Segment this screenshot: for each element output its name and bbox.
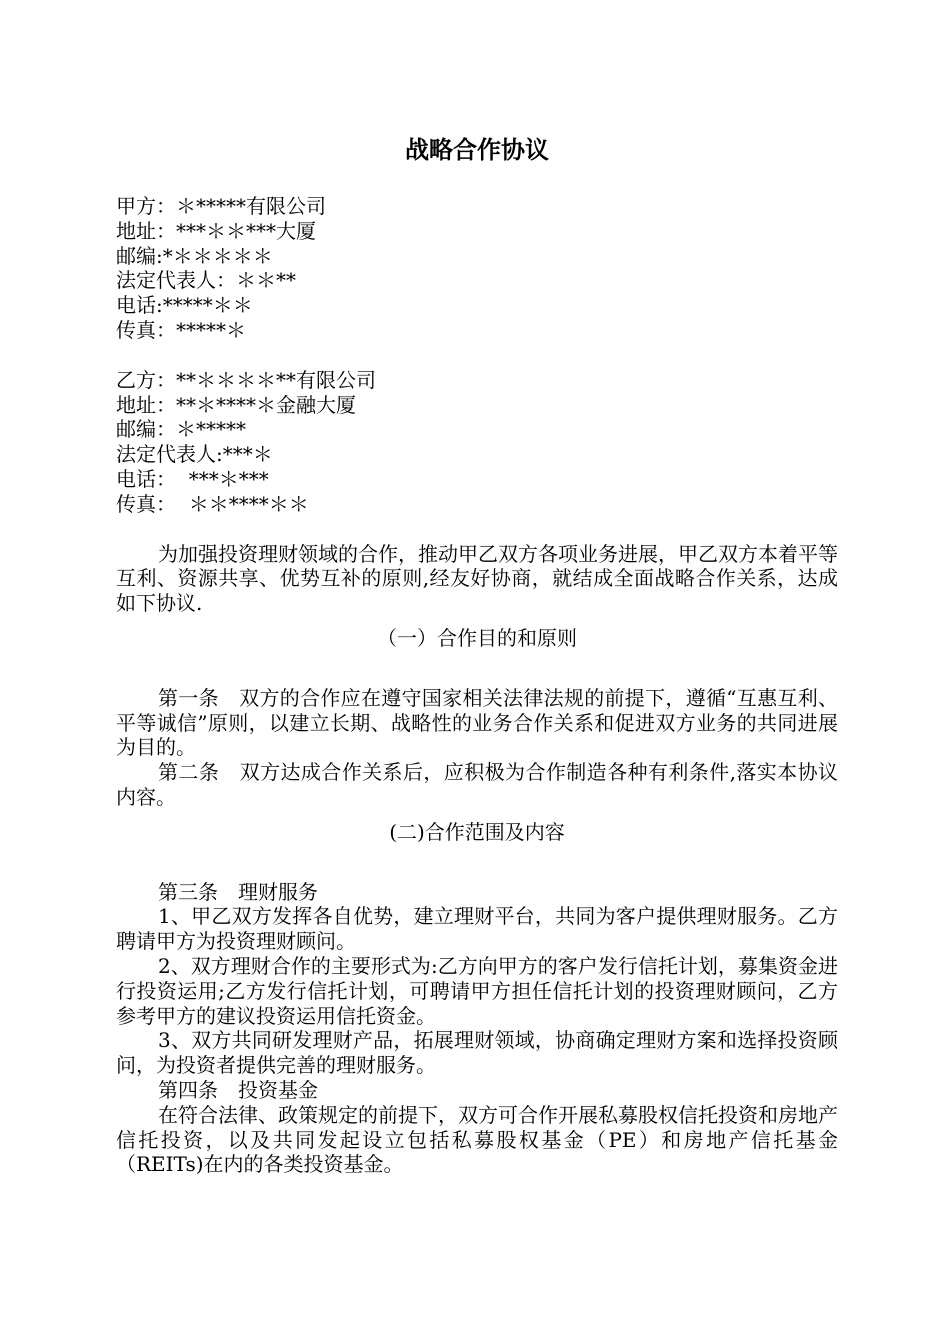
- party-b-address: 地址：**＊****＊金融大厦: [116, 392, 356, 417]
- article-1: 第一条 双方的合作应在遵守国家相关法律法规的前提下，遵循“互惠互利、平等诚信”原则，以建立长期、战略性的业务合作关系和促进双方业务的共同进展为目的。: [116, 685, 838, 760]
- article-3-item-2: 2、双方理财合作的主要形式为:乙方向甲方的客户发行信托计划，募集资金进行投资运用;乙方发行信托计划，可聘请甲方担任信托计划的投资理财顾问，乙方参考甲方的建议投资运用信托资金。: [116, 953, 838, 1028]
- article-2: 第二条 双方达成合作关系后，应积极为合作制造各种有利条件,落实本协议内容。: [116, 760, 838, 809]
- party-b-phone: 电话： ***＊***: [116, 466, 269, 491]
- party-b-representative: 法定代表人:***＊: [116, 442, 273, 467]
- article-4-body: 在符合法律、政策规定的前提下，双方可合作开展私募股权信托投资和房地产信托投资，以及共同发起设立包括私募股权基金（PE）和房地产信托基金（REITs)在内的各类投资基金。: [116, 1102, 838, 1177]
- article-3-title: 第三条 理财服务: [158, 879, 318, 904]
- party-a-info: [116, 194, 838, 343]
- article-4-title: 第四条 投资基金: [158, 1077, 318, 1102]
- party-b-info: [116, 368, 838, 517]
- party-b-postcode: 邮编：＊*****: [116, 417, 246, 442]
- party-b-name: 乙方：**＊＊＊＊**有限公司: [116, 367, 376, 392]
- document-page: [116, 130, 838, 1177]
- party-a-fax: 传真：*****＊: [116, 317, 246, 342]
- party-b-fax: 传真： ＊＊****＊＊: [116, 491, 309, 516]
- article-3-item-1: 1、甲乙双方发挥各自优势，建立理财平台，共同为客户提供理财服务。乙方聘请甲方为投资理财顾问。: [116, 904, 838, 954]
- document-title: 战略合作协议: [405, 135, 549, 164]
- party-a-representative: 法定代表人：＊＊**: [116, 268, 296, 293]
- party-a-address: 地址：***＊＊***大厦: [116, 218, 316, 243]
- party-a-postcode: 邮编:*＊＊＊＊＊: [116, 243, 273, 268]
- party-a-phone: 电话:*****＊＊: [116, 293, 253, 318]
- intro-paragraph: 为加强投资理财领域的合作，推动甲乙双方各项业务进展，甲乙双方本着平等互利、资源共享、优势互补的原则,经友好协商，就结成全面战略合作关系，达成如下协议.: [116, 541, 838, 616]
- party-a-name: 甲方：＊*****有限公司: [116, 194, 326, 218]
- article-3-item-3: 3、双方共同研发理财产品，拓展理财领域，协商确定理财方案和选择投资顾问，为投资者提供完善的理财服务。: [116, 1028, 838, 1078]
- section-heading-1: （一）合作目的和原则: [377, 625, 577, 650]
- section-heading-2: (二)合作范围及内容: [389, 819, 565, 844]
